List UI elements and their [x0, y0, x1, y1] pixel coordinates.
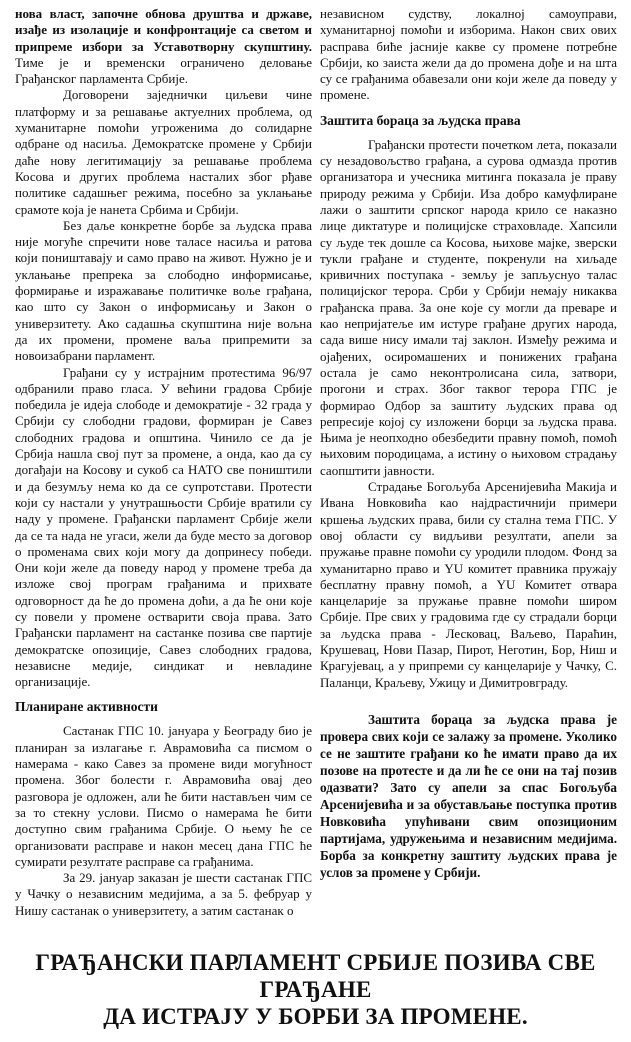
paragraph: За 29. јануар заказан је шести састанак ГПС у Чачку о независним медијима, а за 5. фебруар у Нишу састанак о универзитету, а затим састанак о [15, 870, 312, 918]
paragraph: Без даље конкретне борбе за људска права није могуће спречити нове таласе насиља и ратова који поништавају и само право на живот. Нужно је и уклањање препрека за слободно информисање, формирање и изражавање политичке воље грађана, као што су Закон о информисању и Закон о универзитету. Ако садашња скупштина није вољна да их промени, промене ваља припремити за новоизабрани парламент. [15, 217, 312, 364]
paragraph: Грађани су у истрајним протестима 96/97 одбранили право гласа. У већини градова Србије победила је идеја слободе и демократије - 32 града у Србији су слободни градови, формиран је Савез слободних градова и општина. Чинило се да је Србија нашла свој пут за промене, а онда, као да су догађаји на Косову и сукоб са НАТО све поништили и да безумљу нема ко да се супротстави. Протести који су настали у унутрашњости Србије вратили су наду у промене. Грађански парламент Србије жели да се та нада не угаси, жели да буде место за договор о променама свих који могу да допринесу победи. Они који желе да поведу народ у промене треба да изложе свој програм грађанима и прихвате одговорност да ће до промена доћи, а да ће они које су повели у промене остварити своја права. Зато Грађански парламент на састанке позива све партије демократске опозиције, Савез слободних градова, независне медије, синдикат и невладине организације. [15, 364, 312, 690]
paragraph: Грађански протести почетком лета, показали су незадовољство грађана, а сурова одмазда против организатора и учесника митинга показала је праву природу режима у Србији. Иза добро камуфлиране лажи о заштити српског народа крило се наказно лице диктатуре и полицијске страховладе. Хапсили су људе тек дошле са Косова, њихове мајке, зверски тукли грађане и студенте, покренули на хиљаде кривичних поступака - земљу је запљуснуо талас полицијског терора. Срби у Србији немају никаква грађанска права. За оне које су могли да преваре и као непријатеље им истуре грађане других народа, сада више нису имали тај заклон. Између режима и ојађених, осиромашених и понижених грађана остала је само неконтролисана сила, затвори, прогони и страх. Због таквог терора ГПС је формирао Одбор за заштиту људских права од репресије којој су изложени борци за људска права. Њима је неопходно обезбедити правну помоћ, помоћ њиховим породицама, а истину о њиховом страдању саопштити јавности. [320, 136, 617, 478]
banner-title [0, 949, 631, 1042]
paragraph: независном судству, локалној самоуправи, хуманитарној помоћи и изборима. Након свих ових расправа биће јасније какве су промене потребне Србији, ко заиста жели да до промена дође и на шта су се грађанима обавезали они који желе да поведу у промене. [320, 6, 617, 103]
section-heading: Планиране активности [15, 699, 158, 715]
paragraph [15, 6, 312, 87]
bold-paragraph: Заштита бораца за људска права је провера свих који се залажу за промене. Уколико се не заштите грађани ко ће имати право да их позове на протесте и да ли ће се они на тај позив одазвати? Зато су апели за спас Богољуба Арсенијевића и за обустављање поступка против Новковића упућивани свим опозиционим партијама, удружењима и независним медијима. Борба за конкретну заштиту људских права је услов за промене у Србији. [320, 711, 617, 880]
section-heading: Заштита бораца за људска права [320, 112, 521, 128]
paragraph: Састанак ГПС 10. јануара у Београду био је планиран за излагање г. Аврамовића са писмом о намерама - како Савез за промене види могућност промена. Због болести г. Аврамовића овај део разговора је одложен, али ће бити настављен чим се за то стекну услови. Писмо о намерама ће бити доступно свим грађанима Србије. О њему ће се организовати расправе и након месец дана ГПС ће сумирати резултате расправе са грађанима. [15, 723, 312, 869]
banner-line-1: ГРАЂАНСКИ ПАРЛАМЕНТ СРБИЈЕ ПОЗИВА СВЕ ГРАЂАНЕ [35, 950, 596, 1003]
left-column [15, 6, 312, 919]
paragraph: Страдање Богољуба Арсенијевића Макија и Ивана Новковића као најдрастичнији примери кршења људских права, били су стална тема ГПС. У овој области су видљиви резултати, апели за пружање правне помоћи су уродили плодом. Фонд за хуманитарно право и YU комитет правника пружају бесплатну правну помоћ, а YU Комитет отвара канцеларије за пружање правне помоћи широм Србије. Пре свих у градовима где су страдали борци за људска права - Лесковац, Ваљево, Параћин, Крушевац, Нови Пазар, Пирот, Неготин, Бор, Ниш и Крагујевац, а у припреми су канцеларије у Чачку, С. Паланци, Краљеву, Ужицу и Димитровграду. [320, 479, 617, 690]
paragraph: Договорени заједнички циљеви чине платформу и за решавање актуелних проблема, од хуманитарне помоћи угроженима до солидарне одбране од насиља. Демократске промене у Србији даће нову легитимацију за решавање проблема Косова и других проблема насталих због рђаве политике садашњег режима, посебно за уклањање срамоте која је нанета Србима и Србији. [15, 87, 312, 217]
right-column [320, 6, 617, 881]
bold-lead-text: нова власт, започне обнова друштва и државе, изађе из изолације и конфронтације са светом и припреме избори за Уставотворну скупштину. [15, 6, 312, 54]
paragraph-text: Тиме је и временски ограничено деловање Грађанског парламента Србије. [15, 54, 312, 87]
banner-line-2: ДА ИСТРАЈУ У БОРБИ ЗА ПРОМЕНЕ. [103, 1004, 528, 1030]
